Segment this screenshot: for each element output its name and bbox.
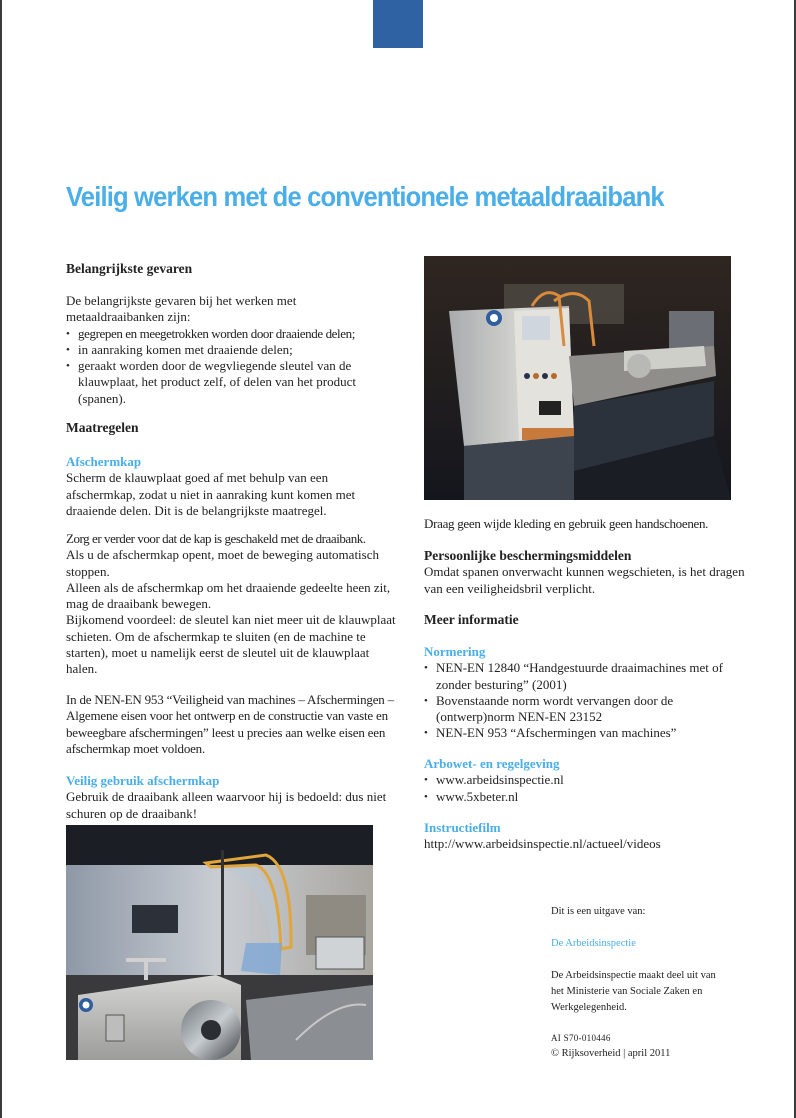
norm-item: • NEN-EN 12840 “Handgestuurde draaimachines met of zonder besturing” (2001) (424, 660, 754, 693)
ppe-paragraph: Omdat spanen onverwacht kunnen wegschieten, is het dragen van een veiligheidsbril verplicht. (424, 564, 745, 596)
guard-subheading: Afschermkap (66, 454, 142, 469)
clothing-note: Draag geen wijde kleding en gebruik geen handschoenen. (424, 516, 709, 531)
clothing-section (424, 516, 754, 532)
regulations-section (424, 756, 754, 805)
hazards-body (66, 293, 398, 407)
more-info-heading: Meer informatie (424, 612, 519, 627)
hazard-item: • geraakt worden door de wegvliegende sleutel van de klauwplaat, het product zelf, of delen van het product (spanen). (66, 358, 398, 407)
hazards-intro-line2: metaaldraaibanken zijn: (66, 309, 191, 325)
regulations-list (424, 772, 754, 805)
guard-paragraph-1: Scherm de klauwplaat goed af met behulp van een afschermkap, zodat u niet in aanraking kunt komen met draaiende delen. Dit is de belangrijkste maatregel. (66, 470, 356, 518)
guard-paragraph-5: In de NEN-EN 953 “Veiligheid van machines – Afschermingen – Algemene eisen voor het ontwerp en de constructie van vaste en beweegbare afschermingen” leest u precies aan welke eisen een afschermkap moet voldoen. (66, 692, 394, 756)
norm-item: • NEN-EN 953 “Afschermingen van machines” (424, 725, 754, 741)
page-edge-left (0, 0, 2, 1118)
publisher-description: De Arbeidsinspectie maakt deel uit van het Ministerie van Sociale Zaken en Werkgelegenheid. (551, 970, 716, 1013)
guard-details (66, 531, 398, 678)
safe-use-paragraph: Gebruik de draaibank alleen waarvoor hij is bedoeld: dus niet schuren op de draaibank! (66, 789, 387, 821)
guard-paragraph-3: Alleen als de afschermkap om het draaiende gedeelte heen zit, mag de draaibank bewegen. (66, 579, 391, 612)
guard-paragraph-2: Als u de afschermkap opent, moet de beweging automatisch stoppen. (66, 547, 379, 579)
norms-section (424, 644, 754, 742)
regulations-link-5xbeter[interactable]: • www.5xbeter.nl (424, 789, 754, 805)
norms-subheading: Normering (424, 644, 486, 659)
hazards-intro-line1: De belangrijkste gevaren bij het werken met (66, 293, 297, 308)
safe-use-section (66, 773, 398, 822)
film-section (424, 820, 754, 853)
measures-section (66, 420, 398, 436)
brand-tab (373, 0, 423, 48)
lathe-guard-photo (66, 825, 373, 1060)
ppe-section (424, 548, 754, 597)
norms-list (424, 660, 754, 741)
measures-heading: Maatregelen (66, 420, 139, 435)
more-info-section (424, 612, 754, 628)
publisher-name: De Arbeidsinspectie (551, 938, 636, 949)
ppe-heading: Persoonlijke beschermingsmiddelen (424, 548, 632, 563)
film-subheading: Instructiefilm (424, 820, 501, 835)
publication-code: AI S70-010446 (551, 1033, 611, 1043)
film-link[interactable]: http://www.arbeidsinspectie.nl/actueel/videos (424, 836, 661, 852)
norm-item: • Bovenstaande norm wordt vervangen door de (ontwerp)norm NEN-EN 23152 (424, 693, 754, 726)
guard-section (66, 454, 398, 519)
page-title: Veilig werken met de conventionele metaaldraaibank (66, 181, 664, 212)
hazards-section (66, 261, 398, 277)
guard-norm (66, 692, 398, 757)
guard-paragraph-2-line1: Zorg er verder voor dat de kap is geschakeld met de draaibank. (66, 531, 366, 546)
safe-use-subheading: Veilig gebruik afschermkap (66, 773, 220, 788)
colophon (551, 904, 751, 1062)
regulations-link-arbeidsinspectie[interactable]: • www.arbeidsinspectie.nl (424, 772, 754, 788)
hazards-heading: Belangrijkste gevaren (66, 261, 193, 276)
guard-paragraph-4: Bijkomend voordeel: de sleutel kan niet meer uit de klauwplaat schieten. Om de afschermkap te sluiten (en de machine te starten), moet u namelijk eerst de sleutel uit de klauwplaat halen. (66, 612, 396, 677)
regulations-subheading: Arbowet- en regelgeving (424, 756, 560, 771)
hazard-item: • gegrepen en meegetrokken worden door draaiende delen; (66, 326, 398, 342)
publisher-intro: Dit is een uitgave van: (551, 906, 646, 917)
lathe-photo (424, 256, 731, 500)
hazard-item: • in aanraking komen met draaiende delen; (66, 342, 398, 358)
hazards-list (66, 326, 398, 407)
copyright: © Rijksoverheid | april 2011 (551, 1048, 671, 1059)
